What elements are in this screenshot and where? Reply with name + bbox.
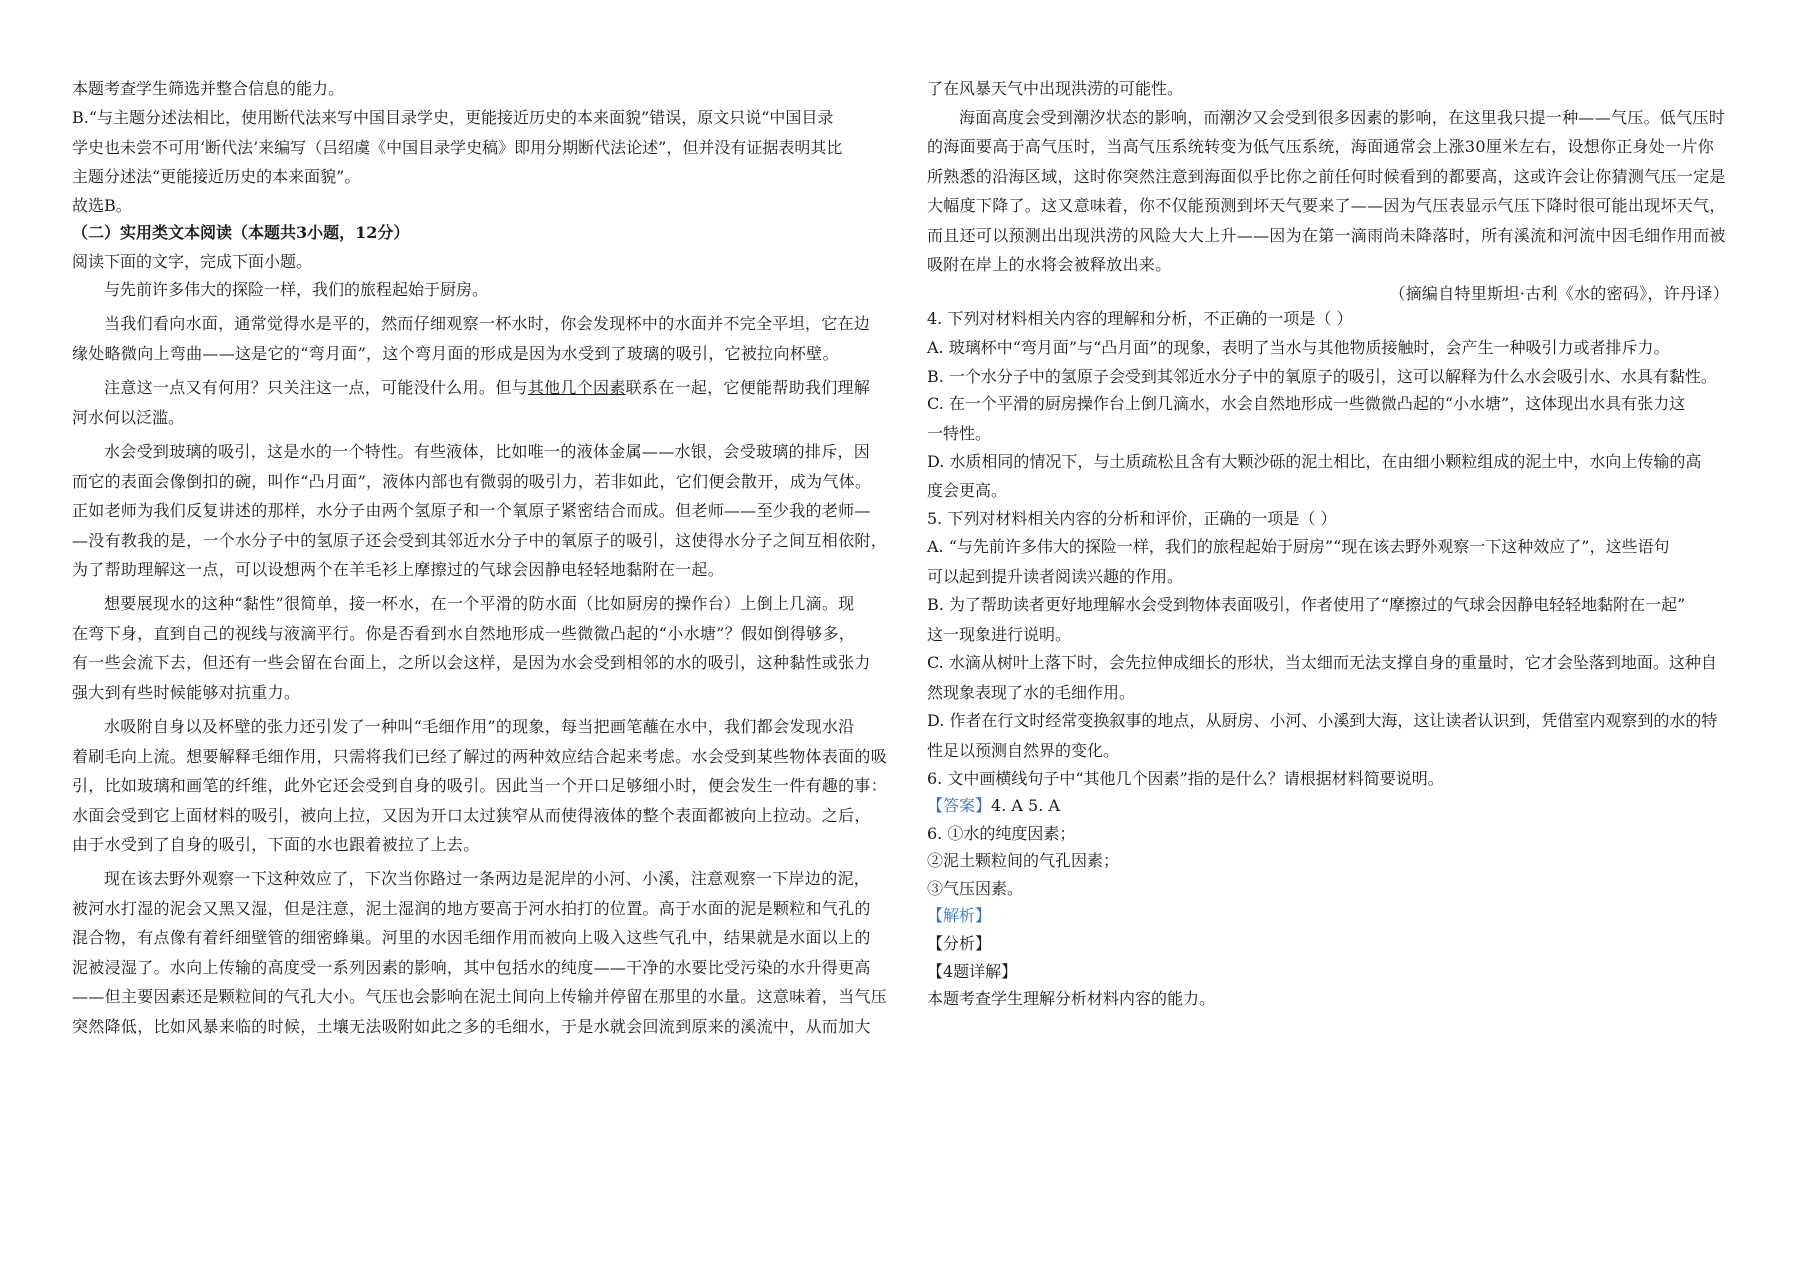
text-line: 故选B。 bbox=[72, 196, 132, 215]
text-line: 混合物，有点像有着纤细壁管的细密蜂巢。河里的水因毛细作用而被向上吸入这些气孔中，结果就是水面以上的 bbox=[72, 928, 871, 947]
text-line: 一特性。 bbox=[927, 424, 992, 443]
text-line: 为了帮助理解这一点，可以设想两个在羊毛衫上摩擦过的气球会因静电轻轻地黏附在一起。 bbox=[72, 560, 725, 579]
text-line: 了在风暴天气中出现洪涝的可能性。 bbox=[927, 79, 1184, 98]
text-line: B. 为了帮助读者更好地理解水会受到物体表面吸引，作者使用了“摩擦过的气球会因静电轻轻地黏附在一起” bbox=[927, 595, 1686, 614]
text-line: 4. 下列对材料相关内容的理解和分析，不正确的一项是（ ） bbox=[927, 309, 1353, 328]
text-line: 引，比如玻璃和画笔的纤维，此外它还会受到自身的吸引。因此当一个开口足够细小时，便会发生一件有趣的事： bbox=[72, 776, 888, 795]
text-line: 而且还可以预测出出现洪涝的风险大大上升——因为在第一滴雨尚未降落时，所有溪流和河流中因毛细作用而被 bbox=[927, 226, 1726, 245]
text-line: 【4题详解】 bbox=[927, 962, 1018, 981]
text-line: 6. ①水的纯度因素； bbox=[927, 824, 1076, 843]
text-line: 注意这一点又有何用？只关注这一点，可能没什么用。但与其他几个因素联系在一起，它便能帮助我们理解 bbox=[104, 378, 871, 397]
text-line: 吸附在岸上的水将会被释放出来。 bbox=[927, 255, 1172, 274]
text-line: 想要展现水的这种“黏性”很简单，接一杯水，在一个平滑的防水面（比如厨房的操作台）上倒上几滴。现 bbox=[104, 594, 855, 613]
text-line: 现在该去野外观察一下这种效应了，下次当你路过一条两边是泥岸的小河、小溪，注意观察一下岸边的泥， bbox=[104, 869, 871, 888]
text-line: 【解析】 bbox=[927, 906, 992, 925]
text-line: 主题分述法“更能接近历史的本来面貌”。 bbox=[72, 167, 361, 186]
text-line: 5. 下列对材料相关内容的分析和评价，正确的一项是（ ） bbox=[927, 509, 1337, 528]
text-line: B.“与主题分述法相比，使用断代法来写中国目录学史，更能接近历史的本来面貌”错误，原文只说“中国目录 bbox=[72, 108, 834, 127]
text-line: 被河水打湿的泥会又黑又湿，但是注意，泥土湿润的地方要高于河水拍打的位置。高于水面的泥是颗粒和气孔的 bbox=[72, 899, 871, 918]
text-line: 6. 文中画横线句子中“其他几个因素”指的是什么？请根据材料简要说明。 bbox=[927, 769, 1444, 788]
text-line: 的海面要高于高气压时，当高气压系统转变为低气压系统，海面通常会上涨30厘米左右，设想你正身处一片你 bbox=[927, 137, 1715, 156]
text-line: 然现象表现了水的毛细作用。 bbox=[927, 683, 1136, 702]
text-line: 这一现象进行说明。 bbox=[927, 625, 1072, 644]
text-line: A. “与先前许多伟大的探险一样，我们的旅程起始于厨房”“现在该去野外观察一下这种效应了”，这些语句 bbox=[927, 537, 1670, 556]
text-line: 本题考查学生筛选并整合信息的能力。 bbox=[72, 79, 345, 98]
text-line: 所熟悉的沿海区域，这时你突然注意到海面似乎比你之前任何时候看到的都要高，这或许会让你猜测气压一定是 bbox=[927, 167, 1726, 186]
text-line: 学史也未尝不可用‘断代法’来编写（吕绍虞《中国目录学史稿》即用分期断代法论述”，但并没有证据表明其比 bbox=[72, 138, 843, 157]
text-line: （二）实用类文本阅读（本题共3小题，12分） bbox=[72, 223, 410, 242]
answer-tag: 【答案】 bbox=[927, 796, 992, 815]
text-line: A. 玻璃杯中“弯月面”与“凸月面”的现象，表明了当水与其他物质接触时，会产生一种吸引力或者排斥力。 bbox=[927, 338, 1670, 357]
text-line: 水会受到玻璃的吸引，这是水的一个特性。有些液体，比如唯一的液体金属——水银，会受玻璃的排斥，因 bbox=[104, 442, 871, 461]
text-line: 与先前许多伟大的探险一样，我们的旅程起始于厨房。 bbox=[104, 280, 489, 299]
text-line: 阅读下面的文字，完成下面小题。 bbox=[72, 252, 313, 271]
text-line: ②泥土颗粒间的气孔因素； bbox=[927, 851, 1120, 870]
text-line: D. 作者在行文时经常变换叙事的地点，从厨房、小河、小溪到大海，这让读者认识到，凭借室内观察到的水的特 bbox=[927, 711, 1718, 730]
text-line: 在弯下身，直到自己的视线与液滴平行。你是否看到水自然地形成一些微微凸起的“小水塘”？假如倒得够多， bbox=[72, 624, 856, 643]
text-line: 河水何以泛滥。 bbox=[72, 408, 185, 427]
text-line: 突然降低，比如风暴来临的时候，土壤无法吸附如此之多的毛细水，于是水就会回流到原来的溪流中，从而加大 bbox=[72, 1017, 871, 1036]
text-line: 当我们看向水面，通常觉得水是平的，然而仔细观察一杯水时，你会发现杯中的水面并不完全平坦，它在边 bbox=[104, 314, 871, 333]
text-line: 【答案】4. A 5. A bbox=[927, 796, 1060, 815]
text-line: —没有教我的是，一个水分子中的氢原子还会受到其邻近水分子中的氧原子的吸引，这使得水分子之间互相依附， bbox=[72, 531, 888, 550]
text-line: B. 一个水分子中的氢原子会受到其邻近水分子中的氧原子的吸引，这可以解释为什么水会吸引水、水具有黏性。 bbox=[927, 367, 1717, 386]
text-line: 缘处略微向上弯曲——这是它的“弯月面”，这个弯月面的形成是因为水受到了玻璃的吸引，它被拉向杯壁。 bbox=[72, 344, 839, 363]
text-line: 由于水受到了自身的吸引，下面的水也跟着被拉了上去。 bbox=[72, 835, 480, 854]
text-line: ——但主要因素还是颗粒间的气孔大小。气压也会影响在泥土间向上传输并停留在那里的水量。这意味着，当气压 bbox=[72, 987, 888, 1006]
text-line: 强大到有些时候能够对抗重力。 bbox=[72, 683, 301, 702]
text-line: 本题考查学生理解分析材料内容的能力。 bbox=[927, 989, 1216, 1008]
text-line: （摘编自特里斯坦·古利《水的密码》，许丹译） bbox=[1389, 284, 1729, 303]
text-line: 着刷毛向上流。想要解释毛细作用，只需将我们已经了解过的两种效应结合起来考虑。水会受到某些物体表面的吸 bbox=[72, 747, 888, 766]
text-line: 有一些会流下去，但还有一些会留在台面上，之所以会这样，是因为水会受到相邻的水的吸引，这种黏性或张力 bbox=[72, 653, 871, 672]
text-line: 性足以预测自然界的变化。 bbox=[927, 741, 1120, 760]
underlined-phrase: 其他几个因素 bbox=[527, 378, 626, 397]
text-line: 大幅度下降了。这又意味着，你不仅能预测到坏天气要来了——因为气压表显示气压下降时很可能出现坏天气， bbox=[927, 196, 1726, 215]
text-line: 而它的表面会像倒扣的碗，叫作“凸月面”，液体内部也有微弱的吸引力，若非如此，它们便会散开，成为气体。 bbox=[72, 472, 872, 491]
text-line: 水吸附自身以及杯壁的张力还引发了一种叫“毛细作用”的现象，每当把画笔蘸在水中，我们都会发现水沿 bbox=[104, 717, 855, 736]
text-line: 海面高度会受到潮汐状态的影响，而潮汐又会受到很多因素的影响，在这里我只提一种——气压。低气压时 bbox=[959, 108, 1726, 127]
text-line: ③气压因素。 bbox=[927, 879, 1024, 898]
text-line: 度会更高。 bbox=[927, 481, 1008, 500]
text-line: 【分析】 bbox=[927, 934, 992, 953]
text-line: 水面会受到它上面材料的吸引，被向上拉，又因为开口太过狭窄从而使得液体的整个表面都被向上拉动。之后， bbox=[72, 806, 871, 825]
text-line: 正如老师为我们反复讲述的那样，水分子由两个氢原子和一个氧原子紧密结合而成。但老师——至少我的老师— bbox=[72, 501, 871, 520]
text-line: C. 在一个平滑的厨房操作台上倒几滴水，水会自然地形成一些微微凸起的“小水塘”，这体现出水具有张力这 bbox=[927, 394, 1686, 413]
text-line: 泥被浸湿了。水向上传输的高度受一系列因素的影响，其中包括水的纯度——干净的水要比受污染的水升得更高 bbox=[72, 958, 871, 977]
text-line: 可以起到提升读者阅读兴趣的作用。 bbox=[927, 567, 1184, 586]
text-line: D. 水质相同的情况下，与土质疏松且含有大颗沙砾的泥土相比，在由细小颗粒组成的泥土中，水向上传输的高 bbox=[927, 452, 1702, 471]
text-line: C. 水滴从树叶上落下时，会先拉伸成细长的形状，当太细而无法支撑自身的重量时，它才会坠落到地面。这种自 bbox=[927, 653, 1717, 672]
